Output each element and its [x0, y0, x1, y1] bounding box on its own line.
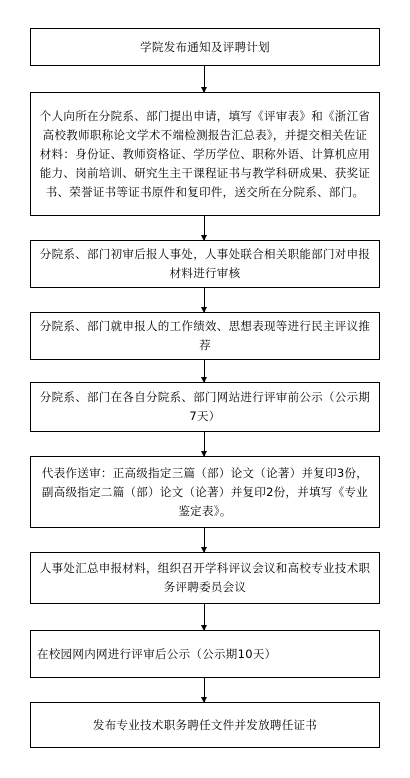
- flow-arrow-4: [204, 360, 205, 382]
- flow-step-7: [30, 552, 380, 604]
- flow-step-8: [30, 630, 380, 678]
- flow-arrow-1: [204, 66, 205, 92]
- flow-step-5: [30, 382, 380, 432]
- flow-arrow-7: [204, 604, 205, 630]
- flow-arrow-6: [204, 528, 205, 552]
- flow-step-8-text: 在校园网内网进行评审后公示（公示期10天）: [37, 646, 277, 661]
- flow-step-9-text: 发布专业技术职务聘任文件并发放聘任证书: [92, 717, 318, 732]
- flow-arrow-3: [204, 288, 205, 312]
- flow-step-2: [30, 92, 380, 216]
- flow-step-6: [30, 456, 380, 528]
- flow-step-7-text: 人事处汇总申报材料，组织召开学科评议会议和高校专业技术职务评聘委员会议: [39, 561, 371, 594]
- flow-step-1-text: 学院发布通知及评聘计划: [140, 39, 270, 54]
- flow-step-3-text: 分院系、部门初审后报人事处，人事处联合相关职能部门对申报材料进行审核: [39, 247, 371, 280]
- flow-step-6-text: 代表作送审：正高级指定三篇（部）论文（论著）并复印3份，副高级指定二篇（部）论文（论著）并复印2份，并填写《专业鉴定表》。: [41, 465, 369, 518]
- flow-step-5-text: 分院系、部门在各自分院系、部门网站进行评审前公示（公示期7天）: [39, 390, 371, 423]
- flow-arrow-5: [204, 432, 205, 456]
- flow-step-4-text: 分院系、部门就申报人的工作绩效、思想表现等进行民主评议推荐: [39, 319, 371, 352]
- flow-step-1: [30, 28, 380, 66]
- flow-step-3: [30, 240, 380, 288]
- flow-step-9: [30, 702, 380, 748]
- flow-arrow-2: [204, 216, 205, 240]
- flow-step-4: [30, 312, 380, 360]
- flow-arrow-8: [204, 678, 205, 702]
- flow-step-2-text: 个人向所在分院系、部门提出申请，填写《评审表》和《浙江省高校教师职称论文学术不端检测报告汇总表》，并提交相关佐证材料：身份证、教师资格证、学历学位、职称外语、计算机应用能力、岗前培训、研究生主干课程证书与教学科研成果、获奖证书、荣誉证书等证书原件和复印件，送交所在分院系、部门。: [39, 108, 371, 199]
